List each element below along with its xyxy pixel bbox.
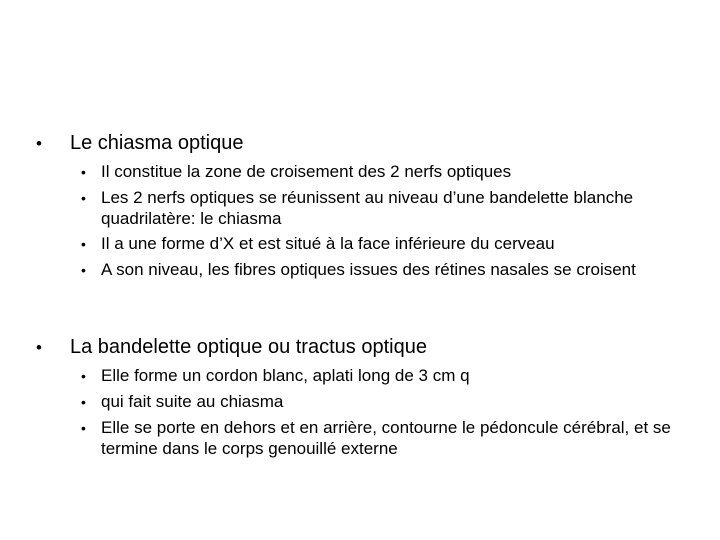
- list-item-text: A son niveau, les fibres optiques issues des rétines nasales se croisent: [101, 260, 636, 279]
- list-item: [81, 391, 686, 413]
- list-item-text: Il constitue la zone de croisement des 2 nerfs optiques: [101, 162, 512, 181]
- bullet-icon: •: [36, 134, 42, 153]
- bullet-icon: •: [81, 164, 86, 180]
- section-heading: [36, 130, 686, 157]
- list-item-text: Les 2 nerfs optiques se réunissent au niveau d’une bandelette blanche quadrilatère: le chiasma: [101, 188, 634, 228]
- bullet-icon: •: [81, 262, 86, 278]
- bullet-icon: •: [36, 338, 42, 357]
- list-item: [81, 161, 686, 183]
- section-heading: [36, 334, 686, 361]
- sub-bullet-list: [81, 161, 686, 281]
- list-item-text: Elle forme un cordon blanc, aplati long de 3 cm q: [101, 366, 470, 385]
- list-item: [81, 259, 686, 281]
- bullet-icon: •: [81, 394, 86, 410]
- bullet-icon: •: [81, 236, 86, 252]
- list-item-text: Elle se porte en dehors et en arrière, contourne le pédoncule cérébral, et se termine dans le corps genouillé externe: [101, 418, 671, 458]
- bullet-icon: •: [81, 420, 86, 436]
- list-item: [81, 365, 686, 387]
- section-bandelette-optique: [36, 334, 686, 463]
- list-item: [81, 233, 686, 255]
- bullet-icon: •: [81, 190, 86, 206]
- section-chiasma-optique: [36, 130, 686, 285]
- list-item: [81, 187, 686, 229]
- list-item-text: qui fait suite au chiasma: [101, 392, 284, 411]
- section-heading-text: Le chiasma optique: [70, 132, 244, 154]
- sub-bullet-list: [81, 365, 686, 459]
- bullet-icon: •: [81, 368, 86, 384]
- section-heading-text: La bandelette optique ou tractus optique: [70, 336, 427, 358]
- list-item: [81, 417, 686, 459]
- list-item-text: Il a une forme d’X et est situé à la face inférieure du cerveau: [101, 234, 555, 253]
